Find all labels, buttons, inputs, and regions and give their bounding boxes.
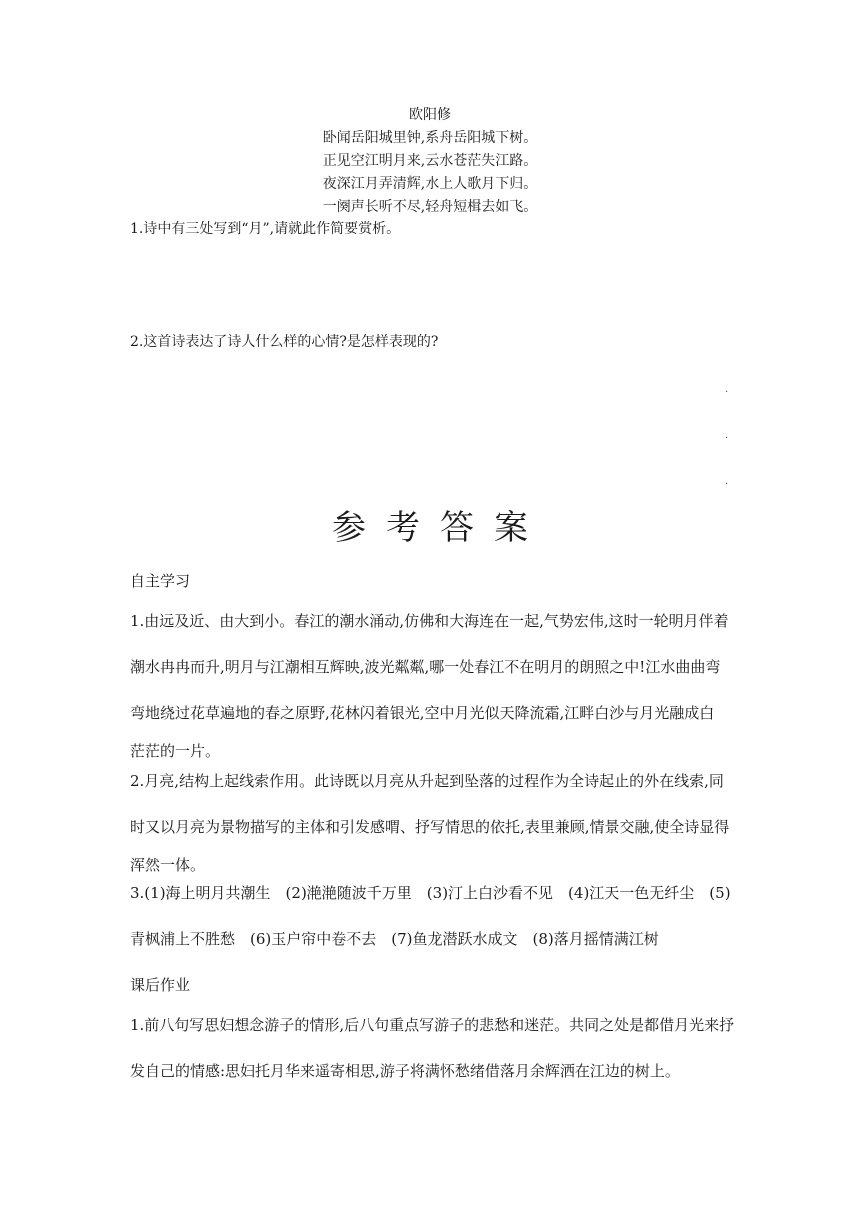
question-1: 1.诗中有三处写到“月”,请就此作简要赏析。	[130, 221, 401, 237]
answer-2	[130, 758, 730, 880]
answer-line: 时又以月亮为景物描写的主体和引发感喟、抒写情思的依托,表里兼顾,情景交融,使全诗显得	[130, 818, 730, 836]
poem-line: 正见空江明月来,云水苍茫失江路。	[322, 153, 538, 169]
margin-dot: .	[725, 476, 729, 487]
answer-line: 2.月亮,结构上起线索作用。此诗既以月亮从升起到坠落的过程作为全诗起止的外在线索,同	[130, 772, 724, 790]
answer-3	[130, 870, 730, 962]
answer-line: 茫茫的一片。	[130, 742, 221, 760]
poem-line: 卧闻岳阳城里钟,系舟岳阳城下树。	[322, 130, 538, 146]
answer-line: 浑然一体。	[130, 856, 206, 874]
question-2: 2.这首诗表达了诗人什么样的心情?是怎样表现的?	[130, 334, 439, 350]
section-heading-self-study: 自主学习	[130, 572, 191, 590]
answer-line: 发自己的情感:思妇托月华来遥寄相思,游子将满怀愁绪借落月余辉洒在江边的树上。	[130, 1062, 680, 1080]
answer-line: 3.(1)海上明月共潮生 (2)滟滟随波千万里 (3)汀上白沙看不见 (4)江天一色无纤尘 (5)	[130, 884, 731, 902]
poem-line: 一阕声长听不尽,轻舟短楫去如飞。	[322, 199, 538, 215]
margin-dot: .	[725, 430, 729, 441]
poem-author: 欧阳修	[409, 107, 451, 123]
margin-dot: .	[725, 384, 729, 395]
homework-answer-1	[130, 1002, 735, 1094]
answer-line: 1.前八句写思妇想念游子的情形,后八句重点写游子的悲愁和迷茫。共同之处是都借月光来抒	[130, 1016, 735, 1034]
answer-line: 青枫浦上不胜愁 (6)玉户帘中卷不去 (7)鱼龙潜跃水成文 (8)落月摇情满江树	[130, 930, 659, 948]
answer-line: 潮水冉冉而升,明月与江潮相互辉映,波光粼粼,哪一处春江不在明月的朗照之中!江水曲曲弯	[130, 658, 721, 676]
answer-line: 弯地绕过花草遍地的春之原野,花林闪着银光,空中月光似天降流霜,江畔白沙与月光融成白	[130, 704, 715, 722]
section-heading-homework: 课后作业	[130, 976, 191, 994]
answer-1	[130, 598, 730, 766]
poem-line: 夜深江月弄清辉,水上人歌月下归。	[322, 176, 538, 192]
answer-title: 参考答案	[332, 508, 548, 548]
answer-line: 1.由远及近、由大到小。春江的潮水涌动,仿佛和大海连在一起,气势宏伟,这时一轮明月伴着	[130, 612, 729, 630]
